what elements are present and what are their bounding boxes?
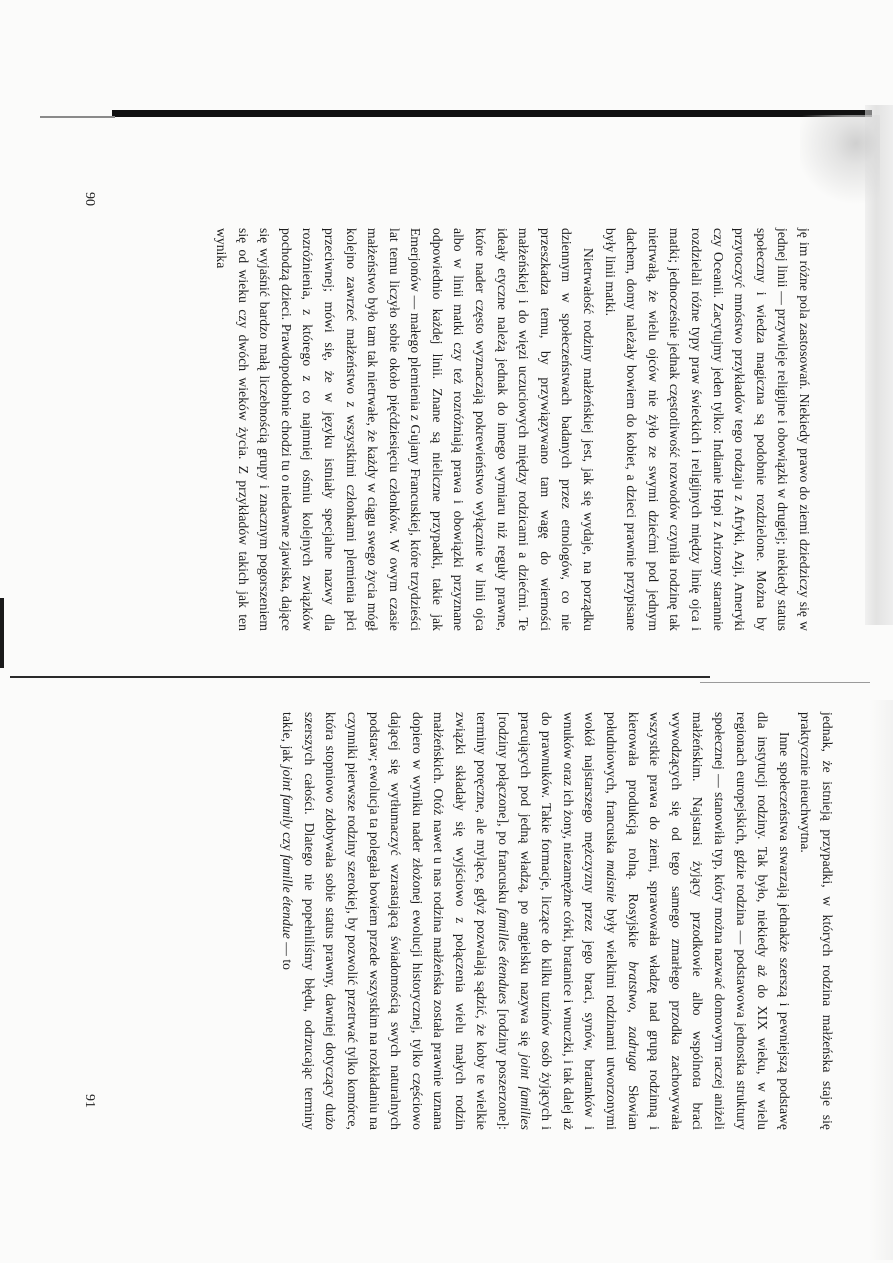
scan-corner-noise [800, 115, 880, 210]
text-run: były wielkimi rodzinami utworzonymi wokół najstarszego mężczyzny przez jego braci, synów, bratanków i wnuków oraz ich żony, niezamężne córki, bratanice i wnuczki, i tak dalej aż do prawnuków. Takie formacje, liczące do kilku tuzinów osób żyjących i pracujących pod jedną władzą, po angielsku nazywa się [517, 712, 620, 1130]
page-number-91: 91 [82, 1094, 97, 1108]
scan-top-rule [112, 110, 872, 117]
italic-term-bratstwo: bratstwo [625, 961, 641, 1010]
italic-term-maisnie: maisnie [604, 859, 620, 903]
page-90-text [125, 228, 815, 631]
text-run: , [625, 1009, 641, 1027]
page-91-paragraph-2 [277, 712, 795, 1130]
book-gutter-line-thin [700, 682, 870, 683]
italic-term-famille-etendue: famille étendue [280, 854, 296, 939]
text-run: — to [280, 938, 296, 970]
text-run: [rodziny poszerzone]: terminy poręczne, ale mylące, gdyż pozwalają sądzić, że koby te wielkie związki składały się wyjściowo z połączenia wielu małych rodzin małżeńskich. Otóż nawet u nas rodzina małżeńska została prawnie uznana dopiero w wyniku nader złożonej ewolucji historycznej, tylko częściowo dającej się wytłumaczyć wzrastającą świadomością swych naturalnych podstaw; ewolucja ta polegała bowiem przede wszystkim na rozkładaniu na czynniki pierwsze rodziny szerokiej, by pozwolić przetrwać tylko komórce, która stopniowo zdobywała sobie status prawny, dawniej dotyczący dużo szerszych całości. Dlatego nie popełniliśmy błędu, odrzucając terminy takie, jak [280, 712, 512, 1131]
text-run: Słowian południowych, francuska [604, 712, 641, 1130]
scan-top-rule-thin [40, 116, 115, 118]
page-91-text [108, 712, 838, 1130]
page-91-paragraph-1: jednak, że istnieją przypadki, w których rodzina małżeńska staje się praktycznie nieuchwytna. [798, 712, 835, 1130]
italic-term-joint-family: joint family [280, 765, 296, 829]
page-90-paragraph-1: ję im różne pola zastosowań. Niekiedy prawo do ziemi dziedziczy się w jednej linii — przywileje religijne i obowiązki w drugiej; niekiedy status społeczny i wiedza magiczna są podobnie rozdzielone. Można by przytoczyć mnóstwo przykładów tego rodzaju z Afryki, Azji, Ameryki czy Oceanii. Zacytujmy jeden tylko: Indianie Hopi z Arizony starannie rozdzielali różne typy praw świeckich i religijnych między linię ojca i matki; jednocześnie jednak częstotliwość rozwodów czyniła rodzinę tak nietrwałą, że wielu ojców nie żyło ze swymi dziećmi pod jednym dachem, domy należały bowiem do kobiet, a dzieci prawnie przypisane były linii matki. [602, 228, 812, 631]
italic-term-familles-etendues: familles étendues [496, 908, 512, 1005]
book-gutter-mark [0, 598, 4, 668]
italic-term-joint-families: joint families [517, 1053, 533, 1130]
italic-term-zadruga: zadruga [625, 1026, 641, 1072]
text-run: czy [280, 828, 296, 855]
text-run: [rodziny połączone], po francusku [496, 712, 512, 909]
page-number-90: 90 [82, 192, 97, 206]
page-90-paragraph-2: Nietrwałość rodziny małżeńskiej jest, jak się wydaje, na porządku dziennym w społeczeństwach badanych przez etnologów, co nie przeszkadza temu, by przywiązywano tam wagę do wierności małżeńskiej i do więzi uczuciowych między rodzicami a dziećmi. Te ideały etyczne należą jednak do innego wymiaru niż reguły prawne, które nader często wyznaczają pokrewieństwo wyłącznie w linii ojca albo w linii matki czy też rozróżniają prawa i obowiązki przyznane odpowiednio każdej linii. Znane są nieliczne przypadki, takie jak Emerjonów — małego plemienia z Gujany Francuskiej, które trzydzieści lat temu liczyło sobie około pięćdziesięciu członków. W owym czasie małżeństwo było tam tak nietrwałe, że każdy w ciągu swego życia mógł kolejno zawrzeć małżeństwo z wszystkimi członkami plemienia płci przeciwnej; mówi się, że w języku istniały specjalne nazwy dla rozróżnienia, z którego z co najmniej ośmiu kolejnych związków pochodzą dzieci. Prawdopodobnie chodzi tu o niedawne zjawiska, dające się wyjaśnić bardzo małą liczebnością grupy i znacznym pogorszeniem się od wieku czy dwóch wieków życia. Z przykładów takich jak ten wynika [213, 228, 597, 631]
scan-bottom-edge-shadow [870, 700, 893, 1260]
text-run: Inne społeczeństwa stwarzają jednakże szerszą i pewniejszą podstawę dla instytucji rodziny. Tak było, niekiedy aż do XIX wieku, w wielu regionach europejskich, gdzie rodzina — podstawowa jednostka struktury społecznej — stanowiła typ, który można nazwać domowym raczej aniżeli małżeńskim. Najstarsi żyjący przodkowie albo wspólnota braci wywodzących się od tego samego zmarłego przodka zachowywała wszystkie prawa do ziemi, sprawowała władzę nad grupą rodzinną i kierowała produkcją rolną. Rosyjskie [625, 712, 792, 1130]
book-gutter-line [10, 676, 710, 678]
